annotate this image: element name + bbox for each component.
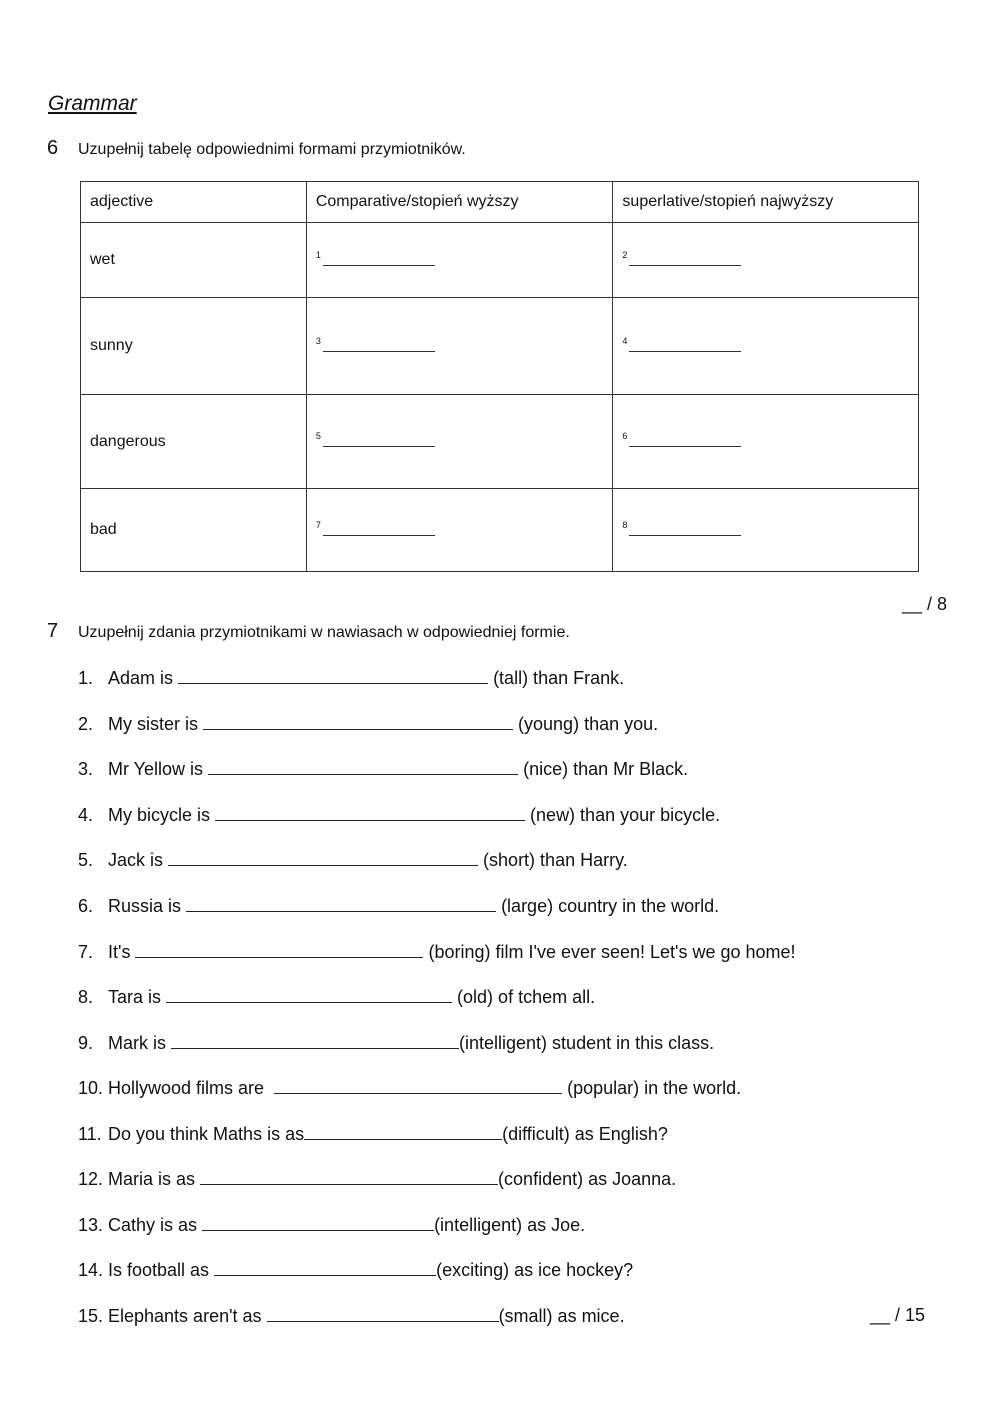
sentence-start: Adam is — [108, 668, 174, 688]
sentence-start: Jack is — [108, 850, 164, 870]
blank-number: 8 — [622, 519, 628, 530]
superlative-cell — [613, 489, 919, 572]
sentence-start: It's — [108, 942, 131, 962]
table-row — [81, 298, 919, 395]
adjective-cell: wet — [81, 223, 307, 298]
adjective-cell: dangerous — [81, 395, 307, 489]
answer-blank[interactable] — [214, 1258, 436, 1276]
sentence-number: 11. — [78, 1124, 102, 1144]
sentence-7 — [78, 940, 796, 963]
sentence-end: (difficult) as English? — [502, 1124, 668, 1144]
superlative-cell — [613, 223, 919, 298]
sentence-number: 10. — [78, 1078, 104, 1098]
exercise-6-instruction: Uzupełnij tabelę odpowiednimi formami przymiotników. — [78, 141, 466, 158]
answer-blank[interactable] — [215, 803, 525, 821]
sentence-number: 7. — [78, 942, 94, 962]
sentence-start: Elephants aren't as — [108, 1306, 262, 1326]
answer-blank[interactable] — [323, 251, 435, 266]
sentence-8 — [78, 985, 595, 1008]
sentence-6 — [78, 894, 719, 917]
exercise-7-instruction: Uzupełnij zdania przymiotnikami w nawiasach w odpowiedniej formie. — [78, 624, 570, 641]
sentence-end: (intelligent) student in this class. — [459, 1033, 715, 1053]
sentence-1 — [78, 666, 624, 689]
sentence-number: 2. — [78, 714, 94, 734]
sentence-start: Hollywood films are — [108, 1078, 265, 1098]
superlative-cell — [613, 395, 919, 489]
comparative-cell — [306, 298, 613, 395]
answer-blank[interactable] — [267, 1304, 499, 1322]
adjective-cell: bad — [81, 489, 307, 572]
sentence-end: (boring) film I've ever seen! Let's we go home! — [428, 942, 796, 962]
answer-blank[interactable] — [168, 848, 478, 866]
blank-number: 2 — [622, 249, 628, 260]
answer-blank[interactable] — [629, 337, 741, 352]
exercise-7-number: 7 — [47, 620, 59, 642]
header-superlative: superlative/stopień najwyższy — [613, 182, 919, 223]
sentence-2 — [78, 712, 658, 735]
sentence-number: 3. — [78, 759, 94, 779]
sentence-number: 8. — [78, 987, 94, 1007]
sentence-15 — [78, 1304, 625, 1327]
sentence-end: (intelligent) as Joe. — [434, 1215, 586, 1235]
sentence-number: 14. — [78, 1260, 104, 1280]
sentence-12 — [78, 1167, 676, 1190]
answer-blank[interactable] — [203, 712, 513, 730]
answer-blank[interactable] — [629, 521, 741, 536]
adjective-cell: sunny — [81, 298, 307, 395]
sentence-start: Do you think Maths is as — [108, 1124, 305, 1144]
comparative-cell — [306, 489, 613, 572]
sentence-start: Cathy is as — [108, 1215, 198, 1235]
sentence-end: (new) than your bicycle. — [530, 805, 721, 825]
blank-number: 3 — [315, 335, 321, 346]
table-row — [81, 223, 919, 298]
sentence-number: 15. — [78, 1306, 104, 1326]
answer-blank[interactable] — [323, 432, 435, 447]
sentence-3 — [78, 757, 688, 780]
sentence-9 — [78, 1031, 714, 1054]
sentence-14 — [78, 1258, 633, 1281]
superlative-cell — [613, 298, 919, 395]
answer-blank[interactable] — [274, 1076, 562, 1094]
answer-blank[interactable] — [202, 1213, 434, 1231]
sentence-number: 9. — [78, 1033, 94, 1053]
sentence-number: 6. — [78, 896, 94, 916]
section-title: Grammar — [48, 92, 137, 115]
sentence-start: Maria is as — [108, 1169, 196, 1189]
sentence-5 — [78, 848, 628, 871]
sentence-end: (young) than you. — [518, 714, 659, 734]
sentence-start: Is football as — [108, 1260, 210, 1280]
answer-blank[interactable] — [629, 432, 741, 447]
sentence-end: (small) as mice. — [498, 1306, 625, 1326]
sentence-number: 1. — [78, 668, 94, 688]
table-header-row — [81, 182, 919, 223]
blank-number: 7 — [315, 519, 321, 530]
sentence-start: My bicycle is — [108, 805, 211, 825]
adjective-table — [80, 181, 919, 572]
sentence-number: 5. — [78, 850, 94, 870]
sentence-4 — [78, 803, 720, 826]
answer-blank[interactable] — [178, 666, 488, 684]
answer-blank[interactable] — [166, 985, 452, 1003]
sentence-11 — [78, 1122, 668, 1145]
header-comparative: Comparative/stopień wyższy — [306, 182, 613, 223]
sentence-start: Mark is — [108, 1033, 166, 1053]
sentence-end: (popular) in the world. — [567, 1078, 742, 1098]
answer-blank[interactable] — [304, 1122, 502, 1140]
comparative-cell — [306, 395, 613, 489]
answer-blank[interactable] — [323, 337, 435, 352]
sentence-end: (confident) as Joanna. — [498, 1169, 677, 1189]
sentence-end: (old) of tchem all. — [457, 987, 596, 1007]
sentence-end: (exciting) as ice hockey? — [436, 1260, 634, 1280]
sentence-start: Mr Yellow is — [108, 759, 204, 779]
blank-number: 5 — [315, 431, 321, 441]
sentence-number: 12. — [78, 1169, 104, 1189]
sentence-end: (short) than Harry. — [483, 850, 628, 870]
comparative-cell — [306, 223, 613, 298]
sentence-end: (nice) than Mr Black. — [523, 759, 689, 779]
answer-blank[interactable] — [135, 940, 423, 958]
answer-blank[interactable] — [200, 1167, 498, 1185]
blank-number: 1 — [315, 249, 321, 260]
sentence-end: (large) country in the world. — [501, 896, 720, 916]
header-adjective: adjective — [81, 182, 307, 223]
answer-blank[interactable] — [208, 757, 518, 775]
sentence-13 — [78, 1213, 585, 1236]
sentence-number: 4. — [78, 805, 94, 825]
answer-blank[interactable] — [629, 251, 741, 266]
table-row — [81, 395, 919, 489]
blank-number: 4 — [622, 335, 628, 346]
answer-blank[interactable] — [171, 1031, 459, 1049]
sentence-start: Russia is — [108, 896, 182, 916]
sentence-number: 13. — [78, 1215, 104, 1235]
table-row — [81, 489, 919, 572]
exercise-7-score: __ / 15 — [870, 1305, 926, 1325]
exercise-6-score: __ / 8 — [902, 594, 948, 614]
blank-number: 6 — [622, 431, 628, 441]
sentence-end: (tall) than Frank. — [493, 668, 625, 688]
sentence-start: Tara is — [108, 987, 162, 1007]
sentence-10 — [78, 1076, 741, 1099]
answer-blank[interactable] — [186, 894, 496, 912]
exercise-6-number: 6 — [47, 137, 59, 159]
sentence-start: My sister is — [108, 714, 198, 734]
answer-blank[interactable] — [323, 521, 435, 536]
